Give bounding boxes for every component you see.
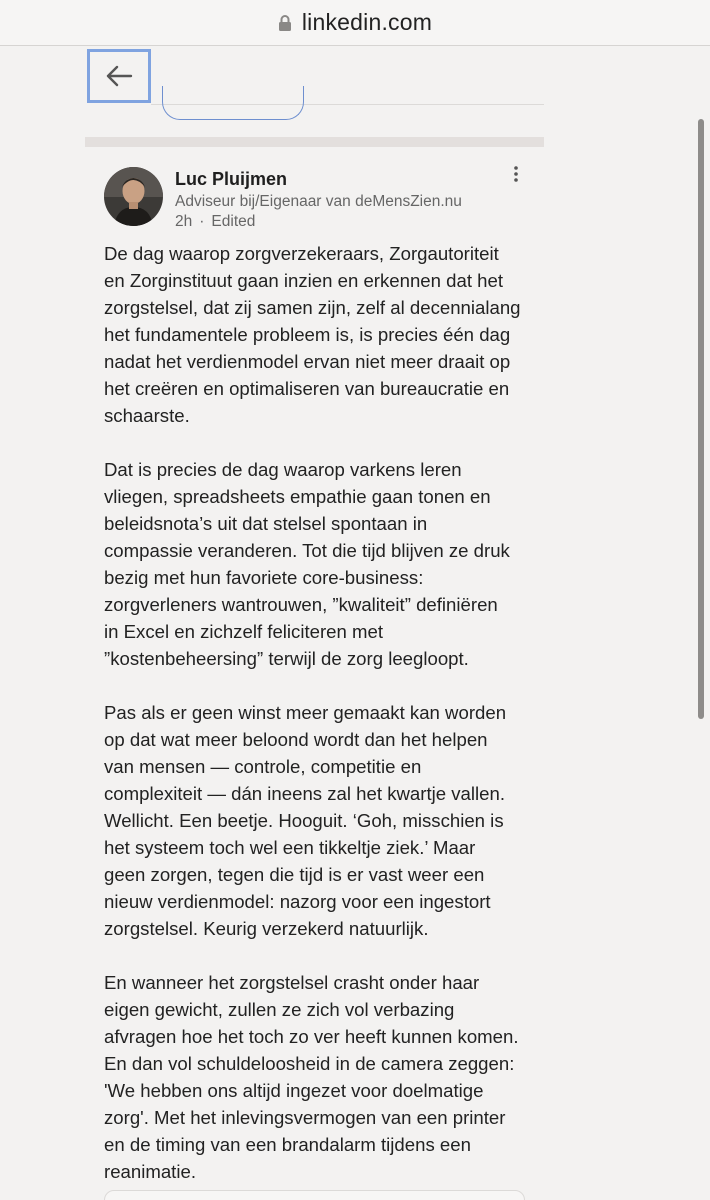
text-line: en Zorginstituut gaan inzien en erkennen dat het (104, 270, 504, 291)
text-line: 'We hebben ons altijd ingezet voor doelmatige (104, 1080, 484, 1101)
text-line: Wellicht. Een beetje. Hooguit. ‘Goh, misschien is (104, 810, 504, 831)
avatar[interactable] (104, 167, 163, 226)
text-line: compassie veranderen. Tot die tijd blijven ze druk (104, 540, 510, 561)
text-line: zorg'. Met het inlevingsvermogen van een printer (104, 1107, 506, 1128)
post-body (104, 240, 534, 1200)
back-button[interactable] (87, 49, 151, 103)
more-vertical-icon (513, 165, 519, 183)
text-line: eigen gewicht, zullen ze zich vol verbazing (104, 999, 455, 1020)
post-paragraph (104, 456, 534, 672)
meta-separator: · (199, 213, 205, 230)
text-line: nadat het verdienmodel ervan niet meer draait op (104, 351, 511, 372)
text-line: geen zorgen, tegen die tijd is er vast weer een (104, 864, 485, 885)
text-line: en de timing van een brandalarm tijdens een (104, 1134, 471, 1155)
text-line: het fundamentele probleem is, is precies één dag (104, 324, 511, 345)
text-line: En wanneer het zorgstelsel crasht onder haar (104, 972, 480, 993)
text-line: op dat wat meer beloond wordt dan het helpen (104, 729, 488, 750)
text-line: zorgstelsel. Keurig verzekerd natuurlijk. (104, 918, 429, 939)
text-line: beleidsnota’s uit dat stelsel spontaan in (104, 513, 428, 534)
edited-label: Edited (211, 213, 256, 230)
text-line: in Excel en zichzelf feliciteren met (104, 621, 384, 642)
text-line: afvragen hoe het toch zo ver heeft kunnen komen. (104, 1026, 519, 1047)
text-line: zorgstelsel, dat zij samen zijn, zelf al decennialang (104, 297, 521, 318)
pill-button-edge[interactable] (162, 86, 304, 120)
text-line: zorgverleners wantrouwen, ”kwaliteit” definiëren (104, 594, 498, 615)
url-text: linkedin.com (301, 9, 433, 35)
post-header (104, 167, 524, 237)
text-line: Pas als er geen winst meer gemaakt kan worden (104, 702, 507, 723)
text-line: complexiteit — dán ineens zal het kwartje vallen. (104, 783, 506, 804)
browser-url-bar[interactable] (0, 0, 710, 46)
section-separator (85, 137, 544, 147)
text-line: bezig met hun favoriete core-business: (104, 567, 424, 588)
scrollbar[interactable] (698, 119, 704, 719)
text-line: De dag waarop zorgverzekeraars, Zorgautoriteit (104, 243, 499, 264)
text-line: schaarste. (104, 405, 190, 426)
post-paragraph (104, 969, 534, 1185)
text-line: Dat is precies de dag waarop varkens leren (104, 459, 462, 480)
post-paragraph (104, 240, 534, 429)
text-line: het creëren en optimaliseren van bureaucratie en (104, 378, 510, 399)
text-line: vliegen, spreadsheets empathie gaan tonen en (104, 486, 491, 507)
link-preview-card[interactable] (104, 1190, 525, 1200)
text-line: En dan vol schuldeloosheid in de camera zeggen: (104, 1053, 515, 1074)
post-time: 2h (175, 213, 193, 230)
more-options-button[interactable] (508, 163, 524, 185)
text-line: nieuw verdienmodel: nazorg voor een ingestort (104, 891, 491, 912)
text-line: reanimatie. (104, 1161, 196, 1182)
author-name[interactable]: Luc Pluijmen (175, 169, 288, 189)
arrow-left-icon (104, 64, 134, 88)
lock-icon (278, 14, 292, 32)
text-line: van mensen — controle, competitie en (104, 756, 422, 777)
post-paragraph (104, 699, 534, 942)
text-line: het systeem toch wel een tikkeltje ziek.’ Maar (104, 837, 476, 858)
author-headline: Adviseur bij/Eigenaar van deMensZien.nu (175, 193, 462, 210)
post-meta (175, 213, 255, 231)
text-line: ”kostenbeheersing” terwijl de zorg leegloopt. (104, 648, 469, 669)
